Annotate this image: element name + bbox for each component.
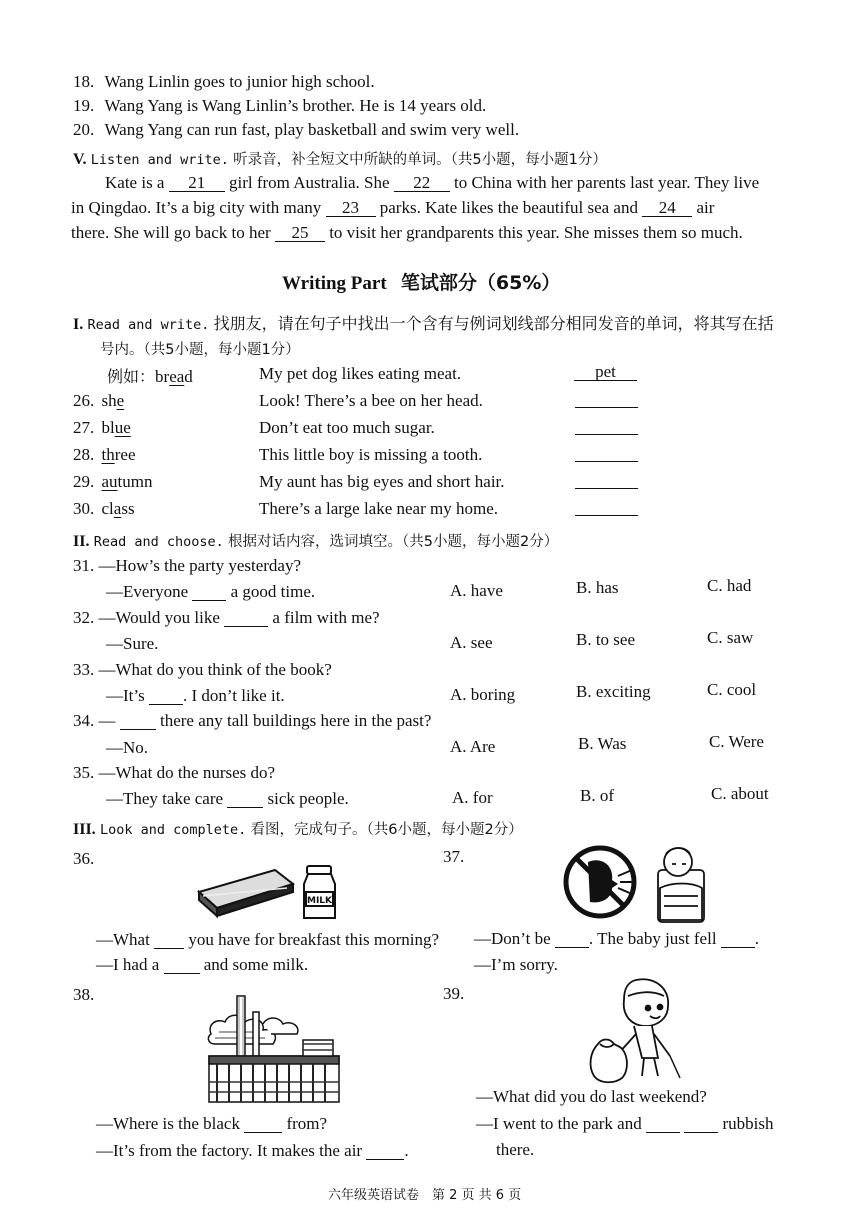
q36-line-1 xyxy=(96,930,439,950)
question-number: 35. xyxy=(73,763,95,782)
sandwich-icon xyxy=(199,870,293,916)
text: —I had a xyxy=(96,955,160,974)
answer-line xyxy=(106,789,349,809)
answer-blank-28[interactable] xyxy=(575,443,638,463)
header-en: Writing Part xyxy=(282,273,387,294)
word: sh xyxy=(101,391,117,410)
passage-line-2 xyxy=(71,198,714,218)
answer-blank-36b[interactable] xyxy=(164,956,200,974)
question-32 xyxy=(73,608,380,628)
example-word: d xyxy=(184,367,193,386)
passage-text: there. She will go back to her xyxy=(71,223,271,242)
example-label: 例如： xyxy=(107,367,156,386)
question-33 xyxy=(73,660,332,680)
section-roman: III. xyxy=(73,821,96,838)
question-29 xyxy=(73,472,153,492)
q37-line-2: —I’m sorry. xyxy=(474,955,558,974)
answer-blank-29[interactable] xyxy=(575,470,638,490)
option-a[interactable]: A. boring xyxy=(450,685,516,704)
section-title-cn: 看图，完成句子。（共6小题，每小题2分） xyxy=(250,822,523,838)
answer-text: sick people. xyxy=(267,789,349,808)
option-c[interactable]: C. saw xyxy=(707,628,754,647)
section-title-en: Look and complete. xyxy=(99,822,247,838)
sleeping-baby-icon xyxy=(658,848,704,922)
sentence: My aunt has big eyes and short hair. xyxy=(259,472,505,491)
text: —It’s from the factory. It makes the air xyxy=(96,1141,363,1160)
factory-smoke-picture xyxy=(203,994,345,1106)
text: . xyxy=(754,929,760,948)
passage-text: in Qingdao. It’s a big city with many xyxy=(71,198,322,217)
passage-line-1 xyxy=(105,173,759,193)
answer-blank-33[interactable] xyxy=(149,687,183,705)
answer-blank-37a[interactable] xyxy=(555,930,589,948)
answer-blank-32[interactable] xyxy=(224,609,268,627)
passage-text: to China with her parents last year. They live xyxy=(454,173,760,192)
word-underlined: ue xyxy=(114,418,131,437)
option-b[interactable]: B. has xyxy=(576,578,619,597)
no-shouting-sign-icon xyxy=(566,848,634,916)
blank-25[interactable]: 25 xyxy=(275,224,325,242)
question-number: 33. xyxy=(73,660,95,679)
question-number: 26. xyxy=(73,391,95,410)
passage-text: parks. Kate likes the beautiful sea and xyxy=(379,198,638,217)
text: —Where is the black xyxy=(96,1114,240,1133)
text: from? xyxy=(286,1114,328,1133)
word: ss xyxy=(121,499,135,518)
answer-blank-34[interactable] xyxy=(120,712,156,730)
question-text: —How’s the party yesterday? xyxy=(98,556,302,575)
word: bl xyxy=(101,418,115,437)
question-number: 28. xyxy=(73,445,95,464)
question-35 xyxy=(73,763,275,783)
answer-line xyxy=(106,582,315,602)
q39-line-1: —What did you do last weekend? xyxy=(476,1087,707,1106)
answer-blank-38a[interactable] xyxy=(244,1115,282,1133)
option-c[interactable]: C. about xyxy=(711,784,769,803)
option-a[interactable]: A. have xyxy=(450,581,503,600)
milk-bottle-icon xyxy=(304,866,335,918)
question-28 xyxy=(73,445,136,465)
q37-line-1 xyxy=(474,929,759,949)
sentence: Look! There’s a bee on her head. xyxy=(259,391,483,410)
passage-text: air xyxy=(696,198,715,217)
question-text: —What do you think of the book? xyxy=(98,660,332,679)
sentence: There’s a large lake near my home. xyxy=(259,499,498,518)
option-c[interactable]: C. had xyxy=(707,576,752,595)
section-v-heading xyxy=(73,148,607,169)
q38-line-2 xyxy=(96,1141,409,1161)
answer-blank-38b[interactable] xyxy=(366,1142,404,1160)
q39-line-2 xyxy=(476,1114,773,1134)
section-i-heading xyxy=(73,311,774,334)
answer-text: —No. xyxy=(106,738,149,757)
section-ii-heading xyxy=(73,530,558,551)
question-text: —Would you like xyxy=(98,608,220,627)
sentence: Don’t eat too much sugar. xyxy=(259,418,435,437)
word: ree xyxy=(114,445,136,464)
text: —Don’t be xyxy=(474,929,551,948)
section-title-cn: 听录音，补全短文中所缺的单词。（共5小题，每小题1分） xyxy=(233,152,607,168)
question-number: 34. xyxy=(73,711,95,730)
answer-blank-39a[interactable] xyxy=(646,1115,680,1133)
answer-line xyxy=(106,686,285,706)
example-sentence: My pet dog likes eating meat. xyxy=(259,364,462,383)
page-footer: 六年级英语试卷 第 2 页 共 6 页 xyxy=(328,1188,522,1203)
question-number-38: 38. xyxy=(73,985,95,1004)
blank-21[interactable]: 21 xyxy=(169,174,225,192)
q39-line-3: there. xyxy=(496,1140,535,1159)
option-b[interactable]: B. to see xyxy=(576,630,636,649)
option-a[interactable]: A. Are xyxy=(450,737,496,756)
option-b[interactable]: B. exciting xyxy=(576,682,651,701)
section-title-en: Listen and write. xyxy=(90,152,229,168)
milk-label: MILK xyxy=(306,896,333,906)
word: tumn xyxy=(117,472,153,491)
section-title-en: Read and choose. xyxy=(93,534,224,550)
example-word-underlined: ea xyxy=(169,367,185,386)
question-27 xyxy=(73,418,131,438)
sandwich-milk-picture xyxy=(195,862,345,924)
option-b[interactable]: B. Was xyxy=(578,734,627,753)
word-underlined: au xyxy=(101,472,118,491)
example-row xyxy=(107,364,193,387)
question-text: — xyxy=(98,711,116,730)
section-roman: V. xyxy=(73,151,87,168)
section-i-heading-cont: 号内。（共5小题，每小题1分） xyxy=(100,342,300,358)
answer-blank-31[interactable] xyxy=(192,583,226,601)
answer-text: —They take care xyxy=(106,789,224,808)
question-number: 30. xyxy=(73,499,95,518)
question-text: a film with me? xyxy=(272,608,380,627)
section-roman: II. xyxy=(73,533,90,550)
blank-22[interactable]: 22 xyxy=(394,174,450,192)
section-iii-heading xyxy=(73,818,523,839)
question-34 xyxy=(73,711,431,731)
word: cl xyxy=(101,499,114,518)
answer-text: —It’s xyxy=(106,686,145,705)
passage-text: Kate is a xyxy=(105,173,165,192)
question-31 xyxy=(73,556,301,576)
section-title-cn: 找朋友，请在句子中找出一个含有与例词划线部分相同发音的单词，将其写在括 xyxy=(213,314,774,333)
answer-blank-30[interactable] xyxy=(575,497,638,517)
passage-text: to visit her grandparents this year. She misses them so much. xyxy=(329,223,743,242)
text: and some milk. xyxy=(203,955,309,974)
text: —What xyxy=(96,930,150,949)
question-number: 32. xyxy=(73,608,95,627)
answer-blank-39b[interactable] xyxy=(684,1115,718,1133)
writing-part-header xyxy=(282,268,560,295)
answer-text: . I don’t like it. xyxy=(182,686,285,705)
header-cn: 笔试部分（65%） xyxy=(400,272,561,294)
question-number: 20. xyxy=(73,120,95,139)
section-title-cn: 根据对话内容，选词填空。（共5小题，每小题2分） xyxy=(228,534,559,550)
text: . The baby just fell xyxy=(588,929,717,948)
word-underlined: a xyxy=(113,499,122,518)
question-number-39: 39. xyxy=(443,984,465,1003)
word-underlined: th xyxy=(101,445,115,464)
question-number: 18. xyxy=(73,72,95,91)
answer-text: a good time. xyxy=(230,582,316,601)
answer-blank-37b[interactable] xyxy=(721,930,755,948)
question-26 xyxy=(73,391,124,411)
factory-buildings-icon xyxy=(209,1040,339,1102)
option-a[interactable]: A. for xyxy=(452,788,493,807)
question-30 xyxy=(73,499,135,519)
question-number: 31. xyxy=(73,556,95,575)
answer-blank-26[interactable] xyxy=(575,389,638,409)
blank-23[interactable]: 23 xyxy=(326,199,376,217)
question-18 xyxy=(73,72,375,92)
answer-text: —Everyone xyxy=(106,582,189,601)
answer-text: —Sure. xyxy=(106,634,159,653)
text: . xyxy=(404,1141,409,1160)
answer-blank-27[interactable] xyxy=(575,416,638,436)
option-c[interactable]: C. cool xyxy=(707,680,757,699)
text: rubbish xyxy=(722,1114,774,1133)
question-19 xyxy=(73,96,486,116)
girl-picking-rubbish-picture xyxy=(588,974,688,1086)
question-text: there any tall buildings here in the past? xyxy=(160,711,432,730)
rubbish-bag-icon xyxy=(591,1040,627,1083)
option-b[interactable]: B. of xyxy=(580,786,614,805)
question-number-36: 36. xyxy=(73,849,95,868)
option-c[interactable]: C. Were xyxy=(709,732,764,751)
sentence: This little boy is missing a tooth. xyxy=(259,445,483,464)
question-number-37: 37. xyxy=(443,847,465,866)
no-noise-baby-picture xyxy=(562,842,712,926)
question-text: Wang Linlin goes to junior high school. xyxy=(104,72,375,91)
question-text: Wang Yang is Wang Linlin’s brother. He is 14 years old. xyxy=(104,96,487,115)
q36-line-2 xyxy=(96,955,308,975)
question-number: 27. xyxy=(73,418,95,437)
passage-line-3 xyxy=(71,223,743,243)
blank-24[interactable]: 24 xyxy=(642,199,692,217)
q38-line-1 xyxy=(96,1114,327,1134)
question-number: 29. xyxy=(73,472,95,491)
question-text: —What do the nurses do? xyxy=(98,763,276,782)
passage-text: girl from Australia. She xyxy=(228,173,390,192)
text: —I went to the park and xyxy=(476,1114,642,1133)
question-number: 19. xyxy=(73,96,95,115)
example-word: br xyxy=(155,367,170,386)
example-answer-blank: pet xyxy=(574,363,637,381)
question-20 xyxy=(73,120,519,140)
section-roman: I. xyxy=(73,316,84,333)
section-title-en: Read and write. xyxy=(87,317,210,333)
word-underlined: e xyxy=(116,391,125,410)
answer-blank-36a[interactable] xyxy=(154,931,184,949)
example-answer xyxy=(574,362,637,382)
answer-blank-35[interactable] xyxy=(227,790,263,808)
text: you have for breakfast this morning? xyxy=(188,930,440,949)
option-a[interactable]: A. see xyxy=(450,633,493,652)
question-text: Wang Yang can run fast, play basketball and swim very well. xyxy=(104,120,520,139)
